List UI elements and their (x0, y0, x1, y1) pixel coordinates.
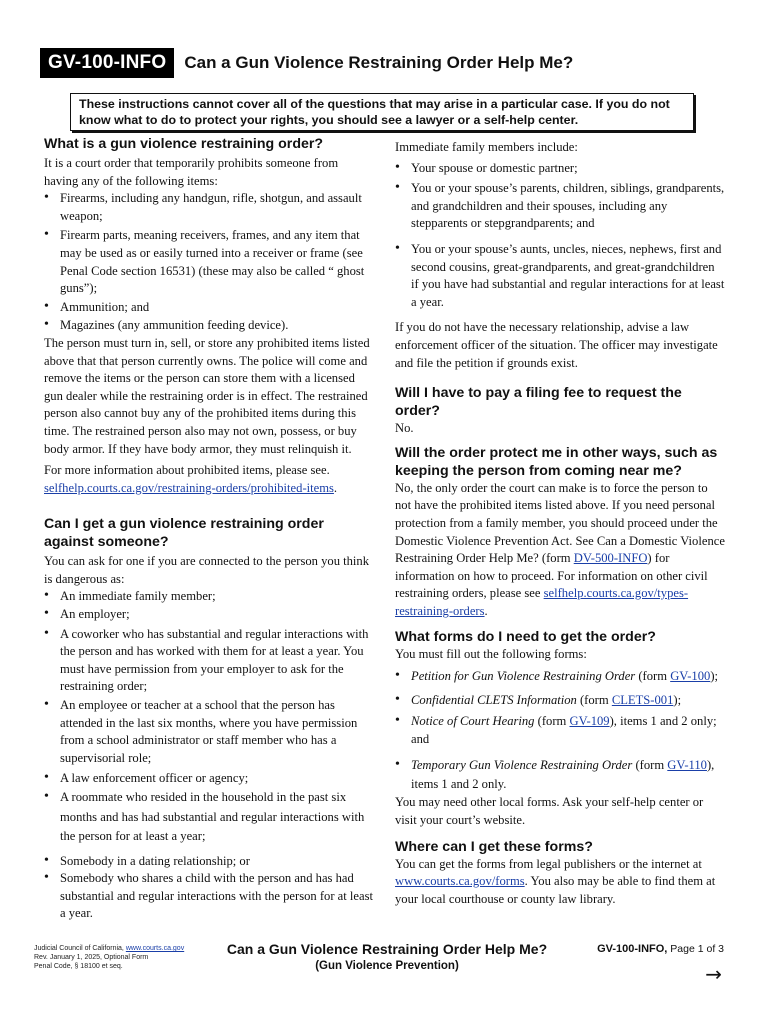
list-item (395, 756, 725, 794)
family-intro: Immediate family members include: (395, 140, 578, 154)
section-heading-what-is: What is a gun violence restraining order? (44, 136, 324, 152)
list-item: • Somebody who shares a child with the person and has had substantial and regular interactions with the person for at least a year. (44, 870, 374, 923)
link-period: . (333, 480, 338, 495)
gv-109-link[interactable]: GV-109 (569, 714, 610, 729)
courts-website-link[interactable]: www.courts.ca.gov (125, 945, 185, 952)
where-text (395, 856, 725, 909)
next-page-arrow-icon[interactable]: → (705, 962, 722, 986)
form-title: Temporary Gun Violence Restraining Order (411, 758, 633, 773)
footer-citation (34, 944, 184, 971)
family-note: If you do not have the necessary relationship, advise a law enforcement officer of the situation. The officer may investigate and file the petition if grounds exist. (395, 320, 718, 370)
section-intro: You can ask for one if you are connected to the person you think is dangerous as: (44, 554, 370, 586)
footer-title-block (212, 941, 562, 972)
form-text: (form (635, 669, 671, 684)
fee-answer: No. (395, 421, 414, 436)
form-text: (form (534, 714, 570, 729)
form-text: ); (710, 669, 719, 684)
list-item (395, 713, 725, 748)
footer-revision: Rev. January 1, 2025, Optional Form (34, 954, 149, 961)
footer-page-info (597, 943, 724, 955)
list-item: • A roommate who resided in the household in the past six months and has had substantial and regular interactions with the person for at least a year; (44, 788, 374, 847)
more-info-label: For more information about prohibited items, please see. (44, 463, 330, 478)
footer-subtitle: (Gun Violence Prevention) (315, 960, 459, 972)
left-column (44, 135, 374, 923)
list-item: • Magazines (any ammunition feeding device). (44, 317, 374, 335)
section-heading-filing-fee: Will I have to pay a filing fee to request the order? (395, 385, 682, 420)
prohibited-items-list (44, 190, 374, 335)
dv-500-info-link[interactable]: DV-500-INFO (573, 551, 648, 566)
protection-text-part: ) for information on how to proceed. For information on other civil restraining orders, please see (395, 551, 708, 601)
section-heading-where-forms: Where can I get these forms? (395, 838, 593, 855)
protection-text-part: No, the only order the court can make is to force the person to not have the prohibited items listed above. If you need personal protection from a family member, you should proceed under the Domestic Violence Prevention Act. See Can a Domestic Violence Restraining Order Help Me? (form (395, 480, 725, 566)
section-heading-forms: What forms do I need to get the order? (395, 629, 656, 646)
form-text: (form (632, 758, 668, 773)
family-members-list (395, 160, 725, 312)
more-info-text (44, 462, 374, 497)
prohibited-items-link[interactable]: selfhelp.courts.ca.gov/restraining-orders/prohibited-items (44, 480, 334, 495)
courts-forms-link[interactable]: www.courts.ca.gov/forms (395, 874, 525, 889)
protection-text (395, 480, 725, 621)
list-item: • An employee or teacher at a school that the person has attended in the last six months, where you have permission from a school administrator or staff member who has a supervisorial role; (44, 697, 374, 767)
types-restraining-orders-link[interactable]: selfhelp.courts.ca.gov/types-restraining-orders (395, 586, 689, 618)
form-text: ); (673, 692, 682, 707)
list-item: • Firearms, including any handgun, rifle, shotgun, and assault weapon; (44, 190, 374, 225)
section-heading-other-protection: Will the order protect me in other ways, such as keeping the person from coming near me? (395, 444, 718, 479)
footer-council: Judicial Council of California, (34, 945, 124, 952)
list-item: • A law enforcement officer or agency; (44, 770, 374, 788)
page-number: Page 1 of 3 (670, 943, 724, 955)
form-title: Petition for Gun Violence Restraining Order (411, 669, 636, 684)
list-item (395, 668, 725, 686)
page-header (40, 47, 573, 79)
where-text-part: . You also may be able to find them at your local courthouse or county law library. (395, 874, 716, 906)
page-title: Can a Gun Violence Restraining Order Help Me? (184, 53, 574, 72)
form-title: Confidential CLETS Information (411, 692, 577, 707)
forms-note: You may need other local forms. Ask your self-help center or visit your court’s website. (395, 795, 704, 828)
protection-text-part: . (484, 603, 488, 618)
list-item: • An immediate family member; (44, 588, 374, 606)
list-item: • Ammunition; and (44, 299, 374, 317)
form-text: (form (576, 692, 612, 707)
list-item: • Your spouse or domestic partner; (395, 160, 725, 178)
footer-title: Can a Gun Violence Restraining Order Help Me? (226, 941, 548, 957)
form-text: ), items 1 and 2 only. (411, 758, 715, 792)
right-column (395, 139, 725, 908)
gv-110-link[interactable]: GV-110 (667, 758, 707, 773)
list-item: • Somebody in a dating relationship; or (44, 853, 374, 871)
section-heading-can-i-get: Can I get a gun violence restraining order against someone? (44, 516, 324, 551)
required-forms-list (395, 668, 725, 794)
list-item: • An employer; (44, 606, 374, 624)
form-title: Notice of Court Hearing (411, 714, 535, 729)
page-footer (34, 940, 734, 1000)
list-item (395, 692, 725, 710)
list-item: • A coworker who has substantial and regular interactions with the person and has worked with them for at least a year. You must have permission from your employer to ask for the restraining order; (44, 626, 374, 696)
section-intro: It is a court order that temporarily prohibits someone from having any of the following items: (44, 156, 339, 188)
footer-code: Penal Code, § 18100 et seq. (34, 963, 123, 970)
where-text-part: You can get the forms from legal publishers or the internet at (395, 856, 702, 871)
section-body: The person must turn in, sell, or store any prohibited items listed above that that person currently owns. The police will come and remove the items or the person can store them with a licensed gun dealer while the restraining order is in effect. The restrained person also cannot buy any of the prohibited items during this time. The restrained person also may not own, possess, or buy body armor. If they have body armor, they must relinquish it. (44, 335, 370, 456)
disclaimer-box: These instructions cannot cover all of the questions that may arise in a particular case. If you do not know what to do to protect your rights, you should see a lawyer or a self-help center. (70, 93, 694, 131)
footer-form-id: GV-100-INFO, (597, 943, 668, 955)
clets-001-link[interactable]: CLETS-001 (611, 692, 674, 707)
forms-intro: You must fill out the following forms: (395, 647, 587, 662)
form-id-badge: GV-100-INFO (40, 48, 174, 78)
list-item: • You or your spouse’s parents, children, siblings, grandparents, and grandchildren and their spouses, including any stepparents or stepgrandparents; and (395, 180, 725, 233)
list-item: • Firearm parts, meaning receivers, frames, and any item that may be used as or easily turned into a receiver or frame (see Penal Code section 16531) (these may also be called “ ghost guns”); (44, 227, 374, 297)
eligible-petitioners-list (44, 588, 374, 922)
gv-100-link[interactable]: GV-100 (670, 669, 711, 684)
list-item: • You or your spouse’s aunts, uncles, nieces, nephews, first and second cousins, great-grandparents, and great-grandchildren if you have had substantial and regular interactions for at least a year. (395, 241, 725, 311)
form-text: ), items 1 and 2 only; and (411, 714, 717, 746)
